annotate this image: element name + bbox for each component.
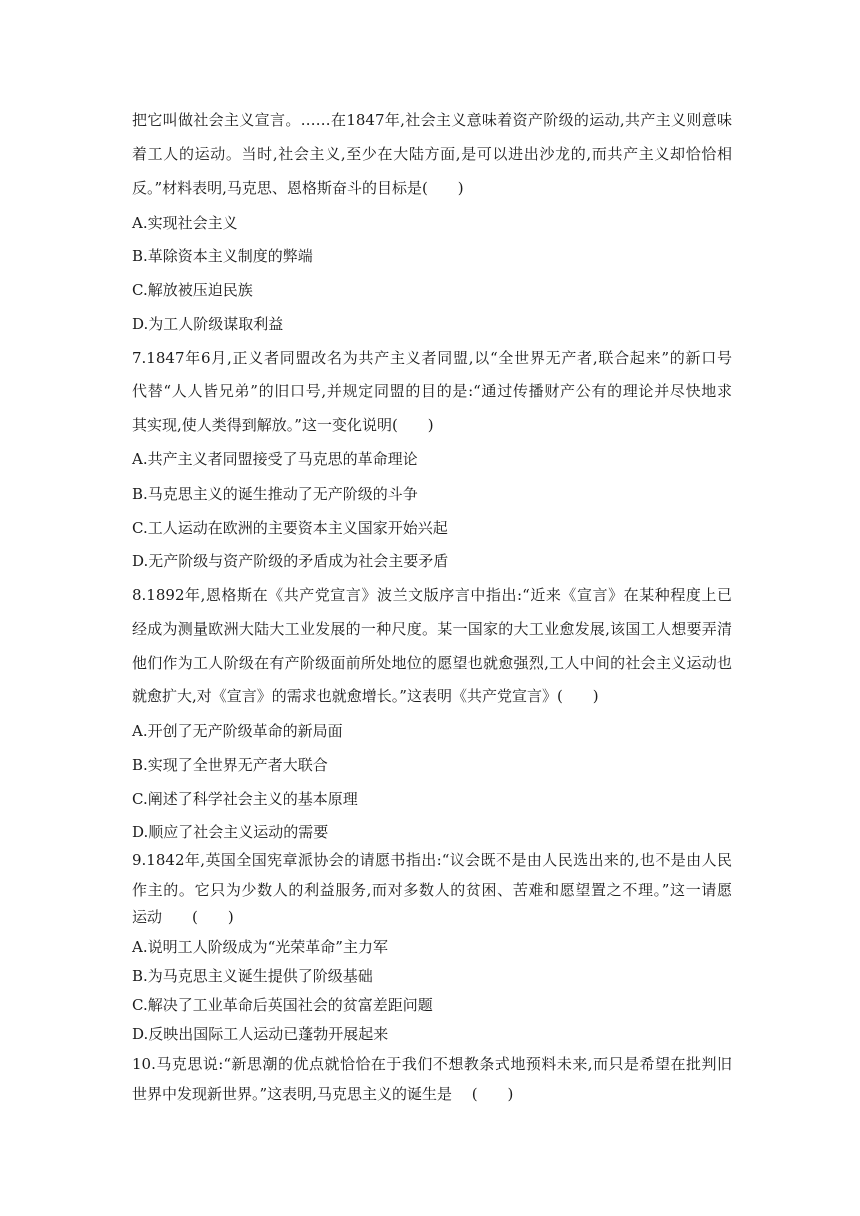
question-8-option-d: D.顺应了社会主义运动的需要 — [132, 823, 329, 841]
question-7-text-line-2: 代替“人人皆兄弟”的旧口号,并规定同盟的目的是:“通过传播财产公有的理论并尽快地求 — [132, 382, 732, 400]
question-6-option-c: C.解放被压迫民族 — [132, 281, 253, 299]
question-6-option-a: A.实现社会主义 — [132, 214, 238, 232]
question-9-option-b: B.为马克思主义诞生提供了阶级基础 — [132, 967, 373, 985]
question-6-option-d: D.为工人阶级谋取利益 — [132, 315, 284, 333]
question-9-text-line-1: 9.1842年,英国全国宪章派协会的请愿书指出:“议会既不是由人民选出来的,也不是由人民 — [132, 851, 732, 869]
question-8-text-line-3: 他们作为工人阶级在有产阶级面前所处地位的愿望也就愈强烈,工人中间的社会主义运动也 — [132, 654, 732, 672]
question-6-text-line-2: 着工人的运动。当时,社会主义,至少在大陆方面,是可以进出沙龙的,而共产主义却恰恰相 — [132, 145, 732, 163]
question-8-text-line-1: 8.1892年,恩格斯在《共产党宣言》波兰文版序言中指出:“近来《宣言》在某种程度上已 — [132, 586, 732, 604]
question-8-option-a: A.开创了无产阶级革命的新局面 — [132, 722, 343, 740]
question-6-text-line-1: 把它叫做社会主义宣言。……在1847年,社会主义意味着资产阶级的运动,共产主义则意味 — [132, 111, 732, 129]
question-9-option-a: A.说明工人阶级成为“光荣革命”主力军 — [132, 938, 388, 956]
question-7-option-a: A.共产主义者同盟接受了马克思的革命理论 — [132, 450, 418, 468]
question-7-option-d: D.无产阶级与资产阶级的矛盾成为社会主要矛盾 — [132, 552, 449, 570]
question-9-option-d: D.反映出国际工人运动已蓬勃开展起来 — [132, 1025, 389, 1043]
question-10-text-line-1: 10.马克思说:“新思潮的优点就恰恰在于我们不想教条式地预料未来,而只是希望在批判旧 — [132, 1055, 732, 1073]
question-9-option-c: C.解决了工业革命后英国社会的贫富差距问题 — [132, 996, 433, 1014]
question-10-text-line-2: 世界中发现新世界。”这表明,马克思主义的诞生是 ( ) — [132, 1085, 514, 1103]
question-8-option-c: C.阐述了科学社会主义的基本原理 — [132, 790, 358, 808]
question-7-option-c: C.工人运动在欧洲的主要资本主义国家开始兴起 — [132, 519, 448, 537]
question-9-text-line-2: 作主的。它只为少数人的利益服务,而对多数人的贫困、苦难和愿望置之不理。”这一请愿 — [132, 881, 732, 899]
question-8-text-line-2: 经成为测量欧洲大陆大工业发展的一种尺度。某一国家的大工业愈发展,该国工人想要弄清 — [132, 620, 732, 638]
question-7-option-b: B.马克思主义的诞生推动了无产阶级的斗争 — [132, 485, 418, 503]
question-6-text-line-3: 反。”材料表明,马克思、恩格斯奋斗的目标是( ) — [132, 179, 464, 197]
question-6-option-b: B.革除资本主义制度的弊端 — [132, 247, 313, 265]
question-9-text-line-3: 运动 ( ) — [132, 908, 234, 926]
question-8-option-b: B.实现了全世界无产者大联合 — [132, 756, 328, 774]
question-8-text-line-4: 就愈扩大,对《宣言》的需求也就愈增长。”这表明《共产党宣言》( ) — [132, 687, 599, 705]
question-7-text-line-3: 其实现,使人类得到解放。”这一变化说明( ) — [132, 416, 434, 434]
question-7-text-line-1: 7.1847年6月,正义者同盟改名为共产主义者同盟,以“全世界无产者,联合起来”的新口号 — [132, 349, 732, 367]
